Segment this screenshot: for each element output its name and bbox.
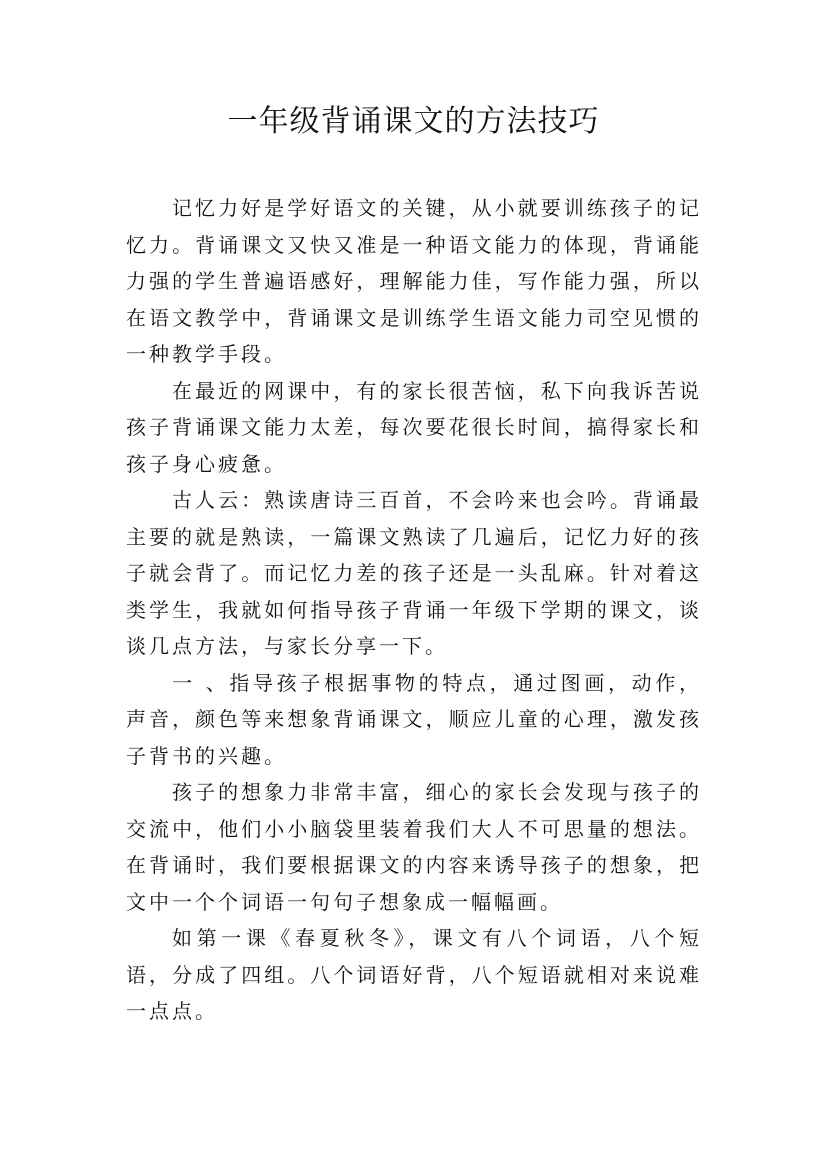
paragraph-4: 一 、指导孩子根据事物的特点，通过图画，动作，声音，颜色等来想象背诵课文，顺应儿童的心理，激发孩子背书的兴趣。 [126,670,702,768]
paragraph-3: 古人云：熟读唐诗三百首，不会吟来也会吟。背诵最主要的就是熟读，一篇课文熟读了几遍后，记忆力好的孩子就会背了。而记忆力差的孩子还是一头乱麻。针对着这类学生，我就如何指导孩子背诵一年级下学期的课文，谈谈几点方法，与家长分享一下。 [126,488,702,658]
paragraph-6: 如第一课《春夏秋冬》，课文有八个词语，八个短语，分成了四组。八个词语好背，八个短语就相对来说难一点点。 [126,926,702,1023]
document-title: 一年级背诵课文的方法技巧 [227,104,600,139]
paragraph-1: 记忆力好是学好语文的关键，从小就要训练孩子的记忆力。背诵课文又快又准是一种语文能力的体现，背诵能力强的学生普遍语感好，理解能力佳，写作能力强，所以在语文教学中，背诵课文是训练学生语文能力司空见惯的一种教学手段。 [126,196,702,366]
paragraph-2: 在最近的网课中，有的家长很苦恼，私下向我诉苦说孩子背诵课文能力太差，每次要花很长时间，搞得家长和孩子身心疲惫。 [126,378,702,476]
paragraph-5: 孩子的想象力非常丰富，细心的家长会发现与孩子的交流中，他们小小脑袋里装着我们大人不可思量的想法。在背诵时，我们要根据课文的内容来诱导孩子的想象，把文中一个个词语一句句子想象成一幅幅画。 [126,780,702,914]
document-body [126,190,702,1030]
